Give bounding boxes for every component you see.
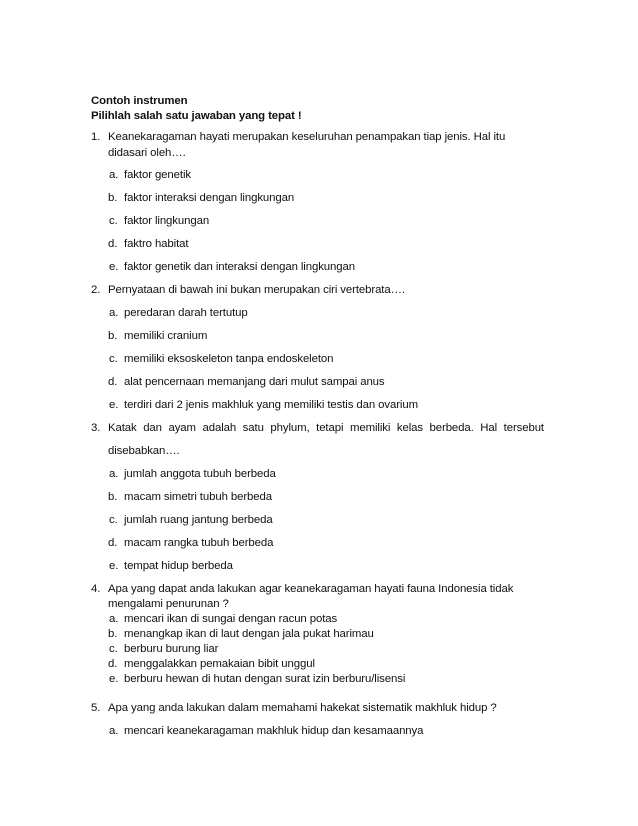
question-4-text-line-1: Apa yang dapat anda lakukan agar keanekaragaman hayati fauna Indonesia tidak [108,583,514,595]
question-3-option-e-letter: e. [109,560,119,572]
question-1-text-line-2: didasari oleh…. [108,147,186,159]
question-3-number: 3. [91,422,101,434]
question-4-option-a-letter: a. [109,613,119,625]
question-1-option-b-letter: b. [108,192,118,204]
question-3-option-d-text: macam rangka tubuh berbeda [124,537,274,549]
instruction-text: Pilihlah salah satu jawaban yang tepat ! [91,110,302,122]
question-2-option-b-text: memiliki cranium [124,330,208,342]
question-4-option-b-text: menangkap ikan di laut dengan jala pukat harimau [124,628,374,640]
question-1-option-a-letter: a. [109,169,119,181]
question-4-option-e-text: berburu hewan di hutan dengan surat izin berburu/lisensi [124,673,406,685]
question-3-option-a-text: jumlah anggota tubuh berbeda [124,468,276,480]
question-3-option-c-text: jumlah ruang jantung berbeda [124,514,273,526]
question-2-number: 2. [91,284,101,296]
question-2-option-b-letter: b. [108,330,118,342]
question-3-option-e-text: tempat hidup berbeda [124,560,233,572]
question-4-text-line-2: mengalami penurunan ? [108,598,229,610]
question-2-option-a-letter: a. [109,307,119,319]
question-1-number: 1. [91,131,101,143]
question-4-option-c-letter: c. [109,643,118,655]
question-4-option-d-text: menggalakkan pemakaian bibit unggul [124,658,315,670]
question-4-option-a-text: mencari ikan di sungai dengan racun potas [124,613,338,625]
question-3-text-line-2: disebabkan…. [108,445,180,457]
question-1-option-b-text: faktor interaksi dengan lingkungan [124,192,295,204]
question-1-option-e-letter: e. [109,261,119,273]
question-2-option-c-text: memiliki eksoskeleton tanpa endoskeleton [124,353,334,365]
question-4-number: 4. [91,583,101,595]
question-3-option-a-letter: a. [109,468,119,480]
question-3-text-line-1: Katak dan ayam adalah satu phylum, tetapi memiliki kelas berbeda. Hal tersebut [108,422,544,434]
question-5-option-a-text: mencari keanekaragaman makhluk hidup dan kesamaannya [124,725,424,737]
document-title: Contoh instrumen [91,95,188,107]
question-2-option-d-text: alat pencernaan memanjang dari mulut sampai anus [124,376,385,388]
question-5-text-line-1: Apa yang anda lakukan dalam memahami hakekat sistematik makhluk hidup ? [108,702,497,714]
question-1-option-a-text: faktor genetik [124,169,191,181]
question-1-option-c-text: faktor lingkungan [124,215,210,227]
question-2-option-a-text: peredaran darah tertutup [124,307,248,319]
question-1-option-e-text: faktor genetik dan interaksi dengan lingkungan [124,261,355,273]
question-3-option-c-letter: c. [109,514,118,526]
question-5-option-a-letter: a. [109,725,119,737]
question-2-option-d-letter: d. [108,376,118,388]
question-2-option-c-letter: c. [109,353,118,365]
question-4-option-e-letter: e. [109,673,119,685]
question-4-option-b-letter: b. [108,628,118,640]
question-2-text-line-1: Pernyataan di bawah ini bukan merupakan ciri vertebrata…. [108,284,405,296]
question-1-option-c-letter: c. [109,215,118,227]
question-1-option-d-text: faktro habitat [124,238,189,250]
question-1-option-d-letter: d. [108,238,118,250]
question-4-option-c-text: berburu burung liar [124,643,219,655]
question-2-option-e-letter: e. [109,399,119,411]
question-5-number: 5. [91,702,101,714]
question-3-option-d-letter: d. [108,537,118,549]
question-2-option-e-text: terdiri dari 2 jenis makhluk yang memiliki testis dan ovarium [124,399,418,411]
question-1-text-line-1: Keanekaragaman hayati merupakan keseluruhan penampakan tiap jenis. Hal itu [108,131,506,143]
question-3-option-b-text: macam simetri tubuh berbeda [124,491,272,503]
question-3-option-b-letter: b. [108,491,118,503]
question-4-option-d-letter: d. [108,658,118,670]
